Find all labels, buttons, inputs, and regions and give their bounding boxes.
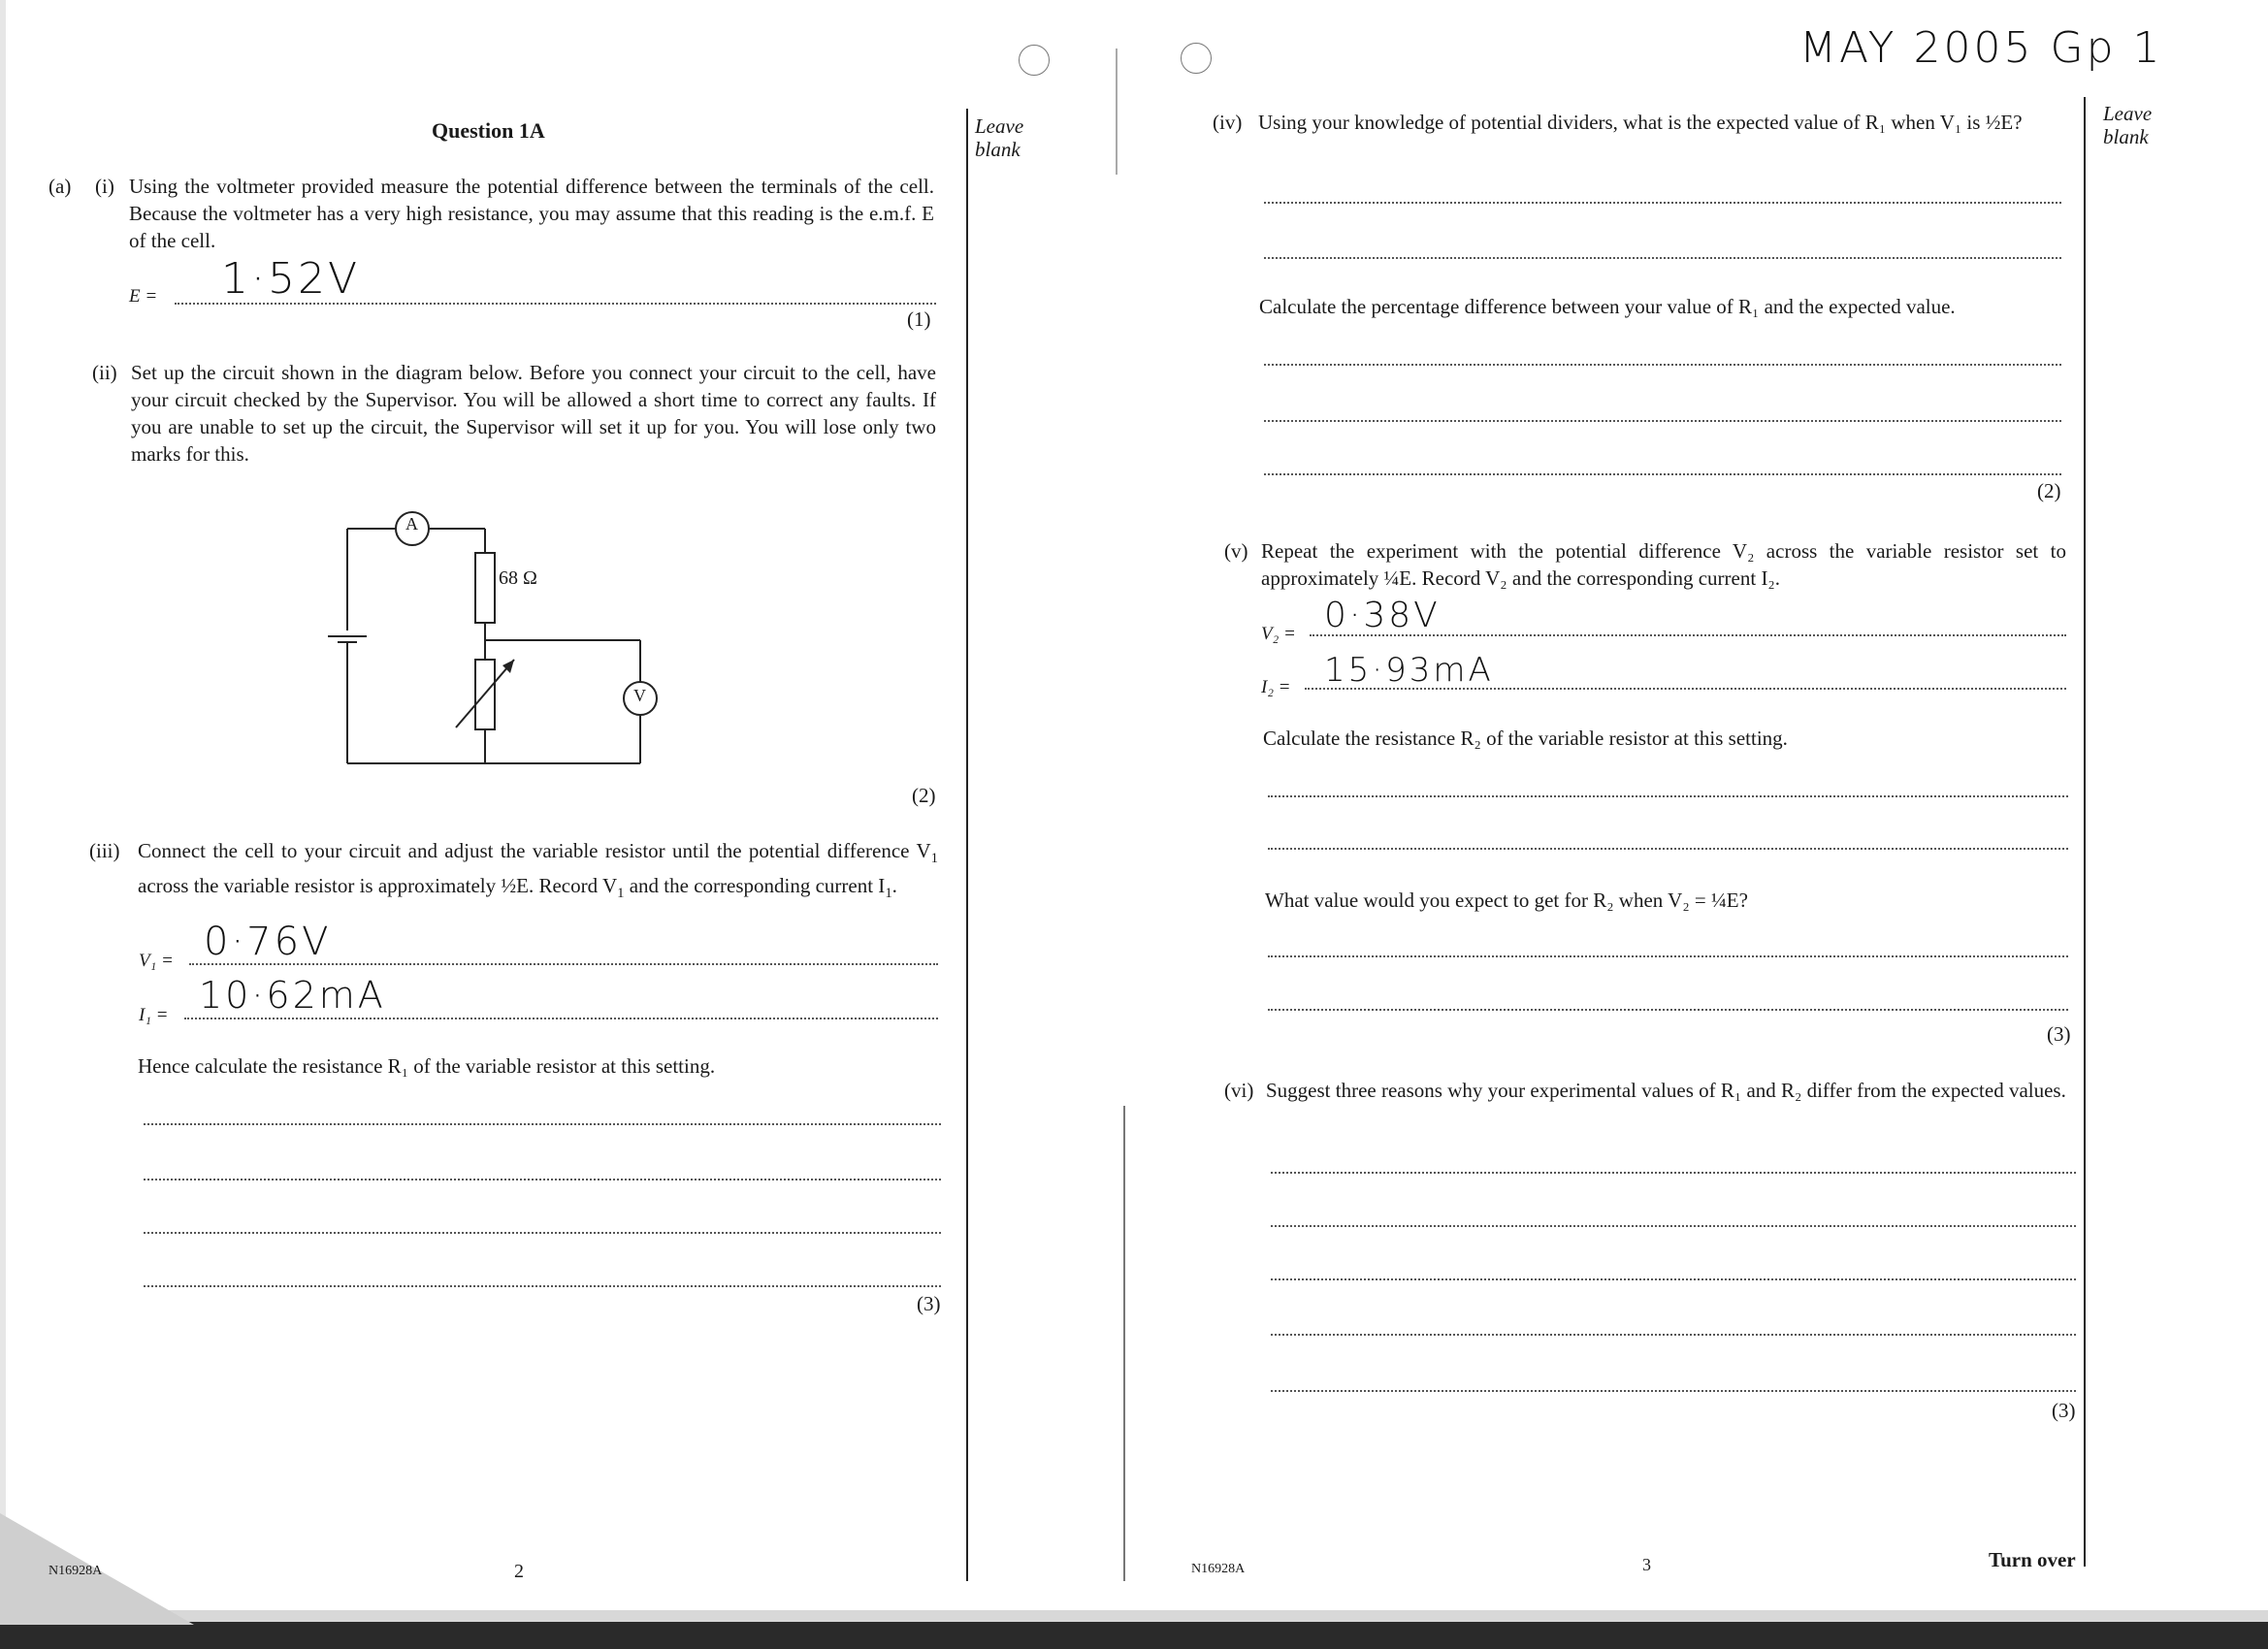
q-vi-line-5 bbox=[1271, 1390, 2076, 1392]
v2-label: V₂ = bbox=[1261, 624, 1296, 644]
leave-blank-left bbox=[975, 114, 1023, 161]
q-iii-text-part3: and the corresponding current I bbox=[624, 874, 886, 898]
q-v-line-2 bbox=[1268, 848, 2068, 850]
q-iii-line-1 bbox=[144, 1123, 941, 1125]
turn-over-text: Turn over bbox=[1989, 1548, 2076, 1571]
q-iv-line-1 bbox=[1264, 202, 2061, 204]
q-iii-line-2 bbox=[144, 1179, 941, 1180]
q-iii-calc-text: Hence calculate the resistance R₁ of the variable resistor at this setting. bbox=[138, 1054, 716, 1078]
q-iv-line-4 bbox=[1264, 420, 2061, 422]
q-iv-line-2 bbox=[1264, 257, 2061, 259]
question-title: Question 1A bbox=[432, 118, 545, 143]
scan-bottom-grey bbox=[0, 1610, 2268, 1622]
i1-answer-line bbox=[184, 1018, 938, 1019]
q-iv-marks: (2) bbox=[2037, 479, 2061, 502]
q-v-label: (v) bbox=[1224, 539, 1248, 563]
q-iii-line-4 bbox=[144, 1285, 941, 1287]
left-footer-code: N16928A bbox=[49, 1564, 103, 1578]
i1-label: I₁ = bbox=[139, 1005, 169, 1025]
q-v-line-3 bbox=[1268, 955, 2068, 957]
q-vi-label: (vi) bbox=[1224, 1079, 1254, 1102]
q-vi-line-3 bbox=[1271, 1278, 2076, 1280]
q-iii-text: Connect the cell to your circuit and adjust the variable resistor until the potential difference $V_1$ across the variable resistor is approximately ½E. Record $V_1$ and the corresponding current $I_1$. bbox=[138, 839, 938, 902]
leave-blank-right-line1: Leave bbox=[2103, 102, 2153, 125]
q-ii-text: Set up the circuit shown in the diagram below. Before you connect your circuit to the cell, have your circuit checked by the Supervisor. You will be allowed a short time to correct any faults. If you are unable to set up the circuit, the Supervisor will set it up for you. You will lose only two marks for this. bbox=[131, 361, 936, 466]
leave-blank-right-line2: blank bbox=[2103, 125, 2149, 148]
gutter-mark bbox=[1116, 48, 1118, 175]
left-page-number: 2 bbox=[514, 1561, 524, 1582]
q-iii-line-3 bbox=[144, 1232, 941, 1234]
q-i-marks: (1) bbox=[907, 307, 931, 331]
q-v-marks: (3) bbox=[2047, 1022, 2071, 1046]
v2-answer-value[interactable]: 0·38V bbox=[1324, 596, 1441, 635]
circuit-diagram bbox=[320, 495, 669, 776]
q-vi-line-1 bbox=[1271, 1172, 2076, 1174]
binder-hole-right bbox=[1181, 43, 1212, 74]
handwritten-title: MAY 2005 Gp 1 bbox=[1799, 23, 2163, 73]
q-vi-line-2 bbox=[1271, 1225, 2076, 1227]
q-v-text: Repeat the experiment with the potential difference V₂ across the variable resistor set to approximately ¼E. Record V₂ and the corresponding current I₂. bbox=[1261, 539, 2066, 590]
binder-hole-left bbox=[1019, 45, 1050, 76]
right-page-number: 3 bbox=[1642, 1555, 1651, 1574]
q-vi-text: Suggest three reasons why your experimental values of R₁ and R₂ differ from the expected values. bbox=[1266, 1079, 2066, 1102]
q-iii-label: (iii) bbox=[89, 839, 120, 862]
q-iii-text-part1: Connect the cell to your circuit and adjust the variable resistor until the potential difference V bbox=[138, 839, 931, 862]
q-iv-label: (iv) bbox=[1213, 111, 1243, 134]
left-margin-rule bbox=[966, 109, 968, 1581]
scan-bottom-shadow bbox=[0, 1622, 2268, 1649]
e-answer-value[interactable]: 1·52V bbox=[221, 254, 361, 304]
gutter-mark-lower bbox=[1123, 1106, 1125, 1581]
e-label: E = bbox=[129, 286, 158, 307]
q-iii-text-part2: across the variable resistor is approximately ½E. Record V bbox=[138, 874, 618, 898]
v1-answer-value[interactable]: 0·76V bbox=[204, 920, 332, 964]
q-v-line-1 bbox=[1268, 795, 2068, 797]
v1-label: V₁ = bbox=[139, 951, 174, 971]
right-margin-rule bbox=[2084, 97, 2086, 1567]
q-iv-line-3 bbox=[1264, 364, 2061, 366]
q-v-calc-text: Calculate the resistance R₂ of the variable resistor at this setting. bbox=[1263, 727, 1788, 750]
q-v-expect-text: What value would you expect to get for R₂ when V₂ = ¼E? bbox=[1265, 889, 1748, 912]
i1-answer-value[interactable]: 10·62mA bbox=[199, 974, 386, 1017]
i2-answer-value[interactable]: 15·93mA bbox=[1324, 651, 1494, 690]
q-ii-label: (ii) bbox=[92, 361, 117, 384]
leave-blank-left-line2: blank bbox=[975, 138, 1021, 161]
resistor-label: 68 Ω bbox=[499, 567, 537, 589]
ammeter-label: A bbox=[405, 514, 418, 534]
q-ii-marks: (2) bbox=[912, 784, 936, 807]
voltmeter-label: V bbox=[633, 686, 646, 705]
q-iii-text-part4: . bbox=[891, 874, 897, 898]
q-iii-marks: (3) bbox=[917, 1292, 941, 1315]
i2-label: I₂ = bbox=[1261, 677, 1291, 697]
scan-left-edge bbox=[0, 0, 6, 1649]
q-vi-marks: (3) bbox=[2052, 1399, 2076, 1422]
q-iv-text: Using your knowledge of potential dividers, what is the expected value of R₁ when V₁ is ½E? bbox=[1258, 111, 2023, 134]
q-i-text: Using the voltmeter provided measure the potential difference between the terminals of the cell. Because the voltmeter has a very high resistance, you may assume that this reading is the e.m.f. E of the cell. bbox=[129, 175, 934, 252]
q-iv-line-5 bbox=[1264, 473, 2061, 475]
part-a-label: (a) bbox=[49, 175, 72, 198]
q-vi-line-4 bbox=[1271, 1334, 2076, 1336]
q-iv-calc-text: Calculate the percentage difference between your value of R₁ and the expected value. bbox=[1259, 295, 1956, 318]
leave-blank-left-line1: Leave bbox=[975, 114, 1024, 138]
leave-blank-right bbox=[2103, 102, 2152, 148]
q-i-label: (i) bbox=[95, 175, 114, 198]
right-footer-code: N16928A bbox=[1191, 1562, 1246, 1576]
q-v-line-4 bbox=[1268, 1009, 2068, 1011]
